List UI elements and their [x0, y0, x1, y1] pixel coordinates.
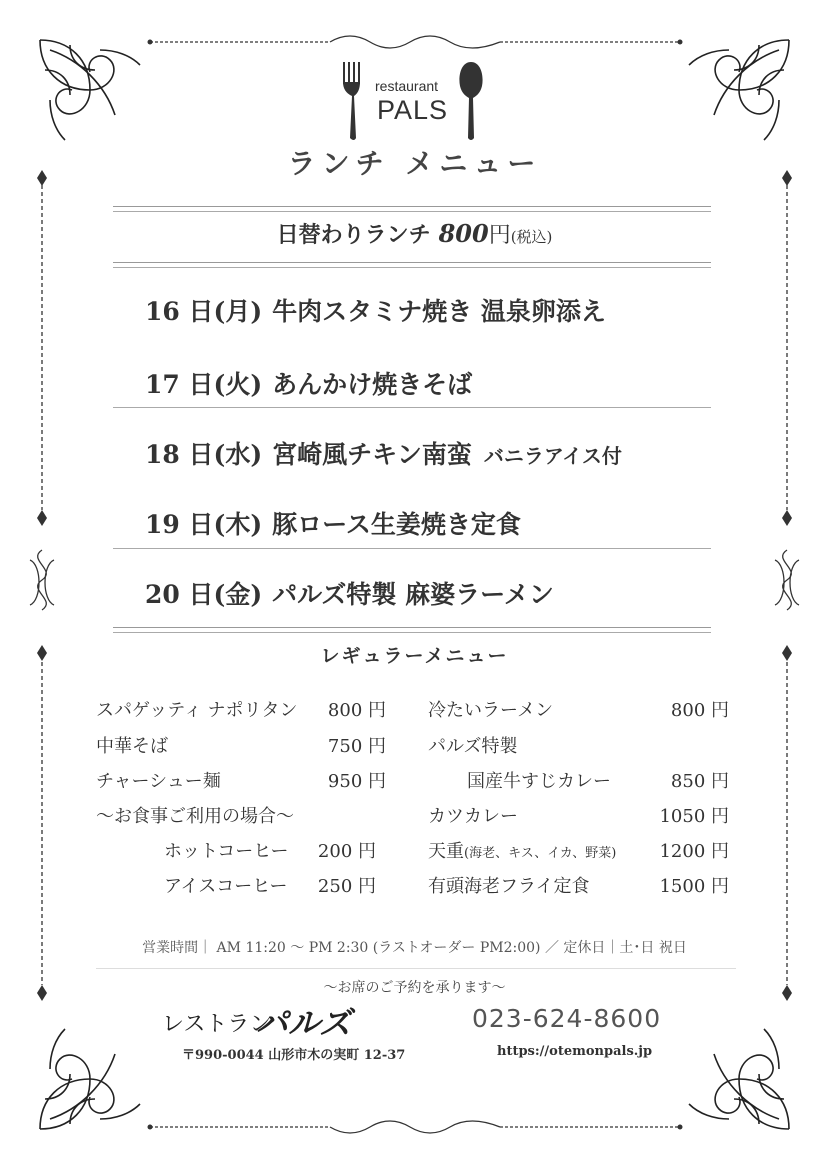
menu-item-name: 国産牛すじカレー	[467, 771, 611, 792]
menu-item-name	[428, 837, 616, 863]
menu-item-title: 天重	[428, 841, 464, 862]
day-dish: パルズ特製 麻婆ラーメン	[272, 580, 554, 609]
menu-item-price: 950 円	[327, 771, 386, 792]
divider	[113, 211, 711, 212]
day-date: 18 日(水)	[145, 440, 263, 469]
menu-item-price: 200 円	[317, 841, 376, 862]
store-prefix: レストラン	[162, 1011, 272, 1036]
fork-icon	[338, 58, 368, 142]
store-address: 〒990-0044 山形市木の実町 12-37	[182, 1048, 406, 1063]
menu-item-price: 1500 円	[659, 876, 729, 897]
divider	[113, 627, 711, 628]
divider	[113, 632, 711, 633]
menu-item-name: スパゲッティ ナポリタン	[96, 700, 298, 721]
divider	[113, 262, 711, 263]
menu-item-price: 800 円	[327, 700, 386, 721]
day-dish: あんかけ焼きそば	[272, 370, 473, 399]
day-dish: 宮崎風チキン南蛮	[272, 440, 472, 469]
divider	[113, 267, 711, 268]
daily-lunch-label: 日替わりランチ	[276, 222, 431, 248]
divider	[113, 407, 711, 408]
menu-item-note: (海老、キス、イカ、野菜)	[464, 846, 617, 861]
day-date: 19 日(木)	[145, 510, 263, 539]
restaurant-logo	[338, 58, 488, 142]
day-dish: 牛肉スタミナ焼き 温泉卵添え	[272, 297, 606, 326]
day-item	[145, 575, 554, 611]
menu-item-price: 250 円	[317, 876, 376, 897]
page-title: ランチ メニュー	[287, 147, 542, 180]
phone-number[interactable]: 023-624-8600	[472, 1004, 662, 1033]
menu-item-name: チャーシュー麺	[96, 771, 221, 792]
divider	[113, 548, 711, 549]
daily-lunch-header	[0, 218, 829, 249]
day-item	[145, 435, 622, 471]
menu-item-name: アイスコーヒー	[164, 876, 288, 897]
menu-item-price: 800 円	[670, 700, 729, 721]
day-date: 16 日(月)	[145, 297, 263, 326]
menu-item-price: 1050 円	[659, 806, 729, 827]
regular-menu-title: レギュラーメニュー	[320, 645, 509, 667]
menu-item-name: パルズ特製	[428, 736, 518, 757]
daily-lunch-tax: (税込)	[510, 228, 553, 246]
day-item	[145, 505, 521, 541]
daily-lunch-price: 800	[438, 219, 489, 248]
divider	[96, 968, 736, 969]
reservation-note: 〜お席のご予約を承ります〜	[323, 980, 506, 996]
business-hours: 営業時間｜ AM 11:20 〜 PM 2:30 (ラストオーダー PM2:00) ／ 定休日｜土･日 祝日	[142, 940, 687, 956]
day-dish: 豚ロース生姜焼き定食	[272, 510, 521, 539]
website-link[interactable]: https://otemonpals.jp	[497, 1044, 653, 1059]
logo-subtitle: restaurant	[375, 78, 439, 94]
day-item	[145, 292, 606, 328]
store-name: パルズ	[256, 1005, 352, 1041]
day-dish-extra: バニラアイス付	[483, 444, 622, 468]
daily-lunch-yen: 円	[488, 223, 511, 248]
spoon-icon	[456, 58, 486, 142]
day-date: 17 日(火)	[145, 370, 263, 399]
day-date: 20 日(金)	[145, 580, 263, 609]
divider	[113, 206, 711, 207]
menu-note: 〜お食事ご利用の場合〜	[96, 806, 294, 827]
menu-item-price: 1200 円	[659, 841, 729, 862]
menu-item-name: 有頭海老フライ定食	[428, 876, 590, 897]
menu-item-name: 中華そば	[96, 736, 168, 757]
logo-name: PALS	[377, 95, 449, 125]
menu-item-price: 850 円	[670, 771, 729, 792]
menu-item-name: カツカレー	[428, 806, 518, 827]
menu-item-name: 冷たいラーメン	[428, 700, 554, 721]
day-item	[145, 365, 472, 401]
menu-item-price: 750 円	[327, 736, 386, 757]
menu-item-name: ホットコーヒー	[164, 841, 289, 862]
